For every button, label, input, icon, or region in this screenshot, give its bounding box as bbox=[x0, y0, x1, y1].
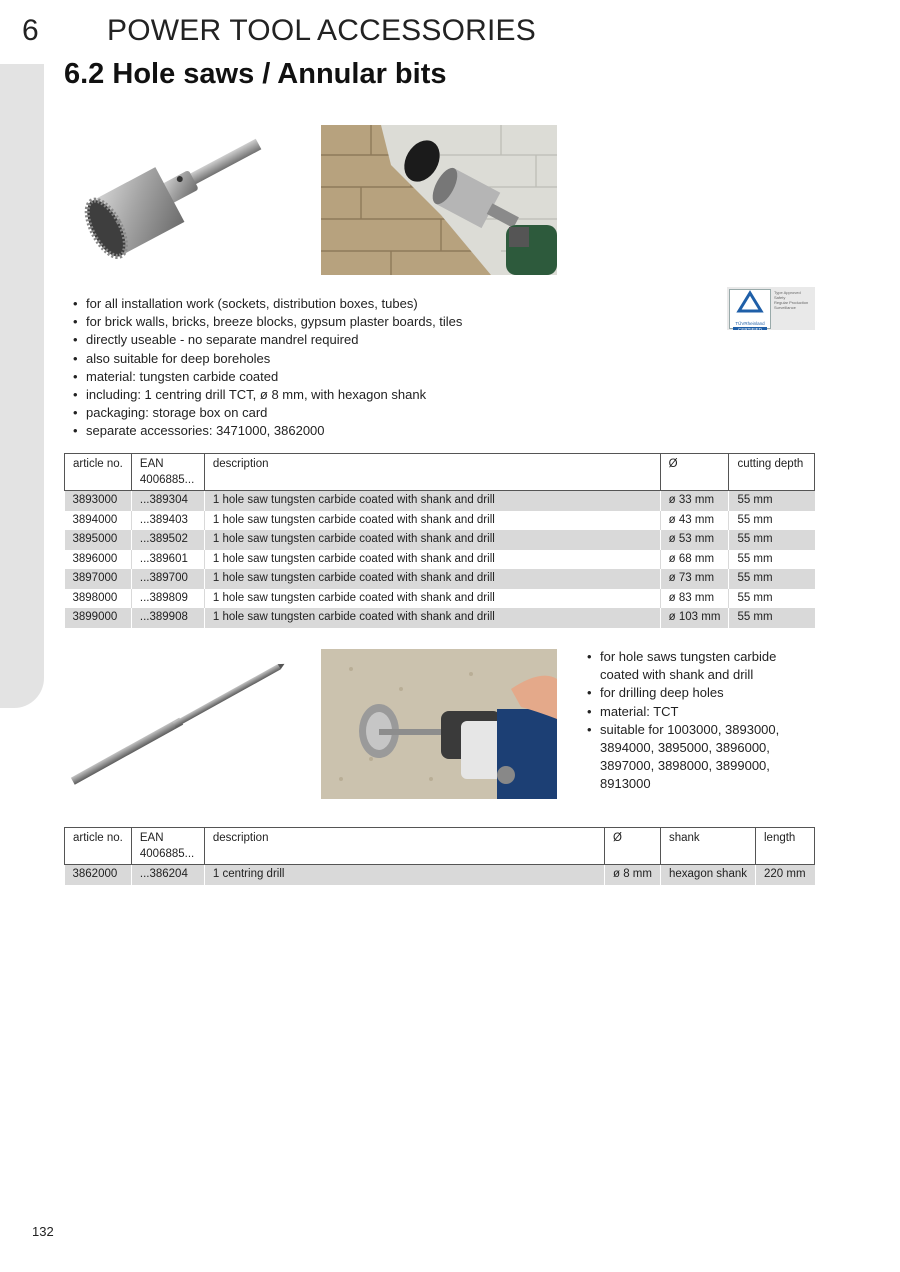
column-header: length bbox=[756, 828, 815, 865]
badge-text-line: Safety bbox=[774, 295, 786, 300]
column-header: EAN 4006885... bbox=[131, 454, 204, 491]
hole-saw-feature-list bbox=[72, 295, 712, 441]
centring-drill-feature-list bbox=[586, 648, 818, 794]
description-cell: 1 centring drill bbox=[204, 865, 604, 885]
table-row bbox=[65, 865, 815, 885]
length-cell: 220 mm bbox=[756, 865, 815, 885]
list-item: • for hole saws tungsten carbide coated with shank and drill bbox=[586, 648, 818, 684]
ean-cell: ...389502 bbox=[131, 530, 204, 550]
diameter-cell: ø 83 mm bbox=[660, 589, 729, 609]
chapter-number: 6 bbox=[22, 14, 39, 47]
list-item: • also suitable for deep boreholes bbox=[72, 350, 712, 368]
table-header-row bbox=[65, 454, 815, 491]
table-row bbox=[65, 491, 815, 511]
centring-drill-table bbox=[64, 827, 815, 885]
description-cell: 1 hole saw tungsten carbide coated with shank and drill bbox=[204, 511, 660, 531]
list-item: • for drilling deep holes bbox=[586, 684, 818, 702]
table-row bbox=[65, 589, 815, 609]
list-item: • material: TCT bbox=[586, 703, 818, 721]
diameter-cell: ø 8 mm bbox=[605, 865, 661, 885]
table-row bbox=[65, 608, 815, 628]
article-no-cell: 3893000 bbox=[65, 491, 132, 511]
tuv-certified-badge bbox=[727, 287, 815, 330]
article-no-cell: 3898000 bbox=[65, 589, 132, 609]
hole-saw-application-photo bbox=[321, 125, 557, 275]
description-cell: 1 hole saw tungsten carbide coated with shank and drill bbox=[204, 530, 660, 550]
list-item: • suitable for 1003000, 3893000, 3894000, 3895000, 3896000, 3897000, 3898000, 3899000, 8913000 bbox=[586, 721, 818, 794]
badge-label: CERTIFIED bbox=[733, 327, 767, 330]
article-no-cell: 3899000 bbox=[65, 608, 132, 628]
list-item: • directly useable - no separate mandrel required bbox=[72, 331, 712, 349]
hole-saw-table bbox=[64, 453, 815, 628]
cutting-depth-cell: 55 mm bbox=[729, 550, 815, 570]
description-cell: 1 hole saw tungsten carbide coated with shank and drill bbox=[204, 550, 660, 570]
column-header: Ø bbox=[605, 828, 661, 865]
badge-text-line: Regular Production bbox=[774, 300, 809, 305]
article-no-cell: 3895000 bbox=[65, 530, 132, 550]
chapter-tab-strip bbox=[0, 64, 44, 708]
cutting-depth-cell: 55 mm bbox=[729, 511, 815, 531]
article-no-cell: 3897000 bbox=[65, 569, 132, 589]
list-item: • separate accessories: 3471000, 3862000 bbox=[72, 422, 712, 440]
table-header-row bbox=[65, 828, 815, 865]
article-no-cell: 3862000 bbox=[65, 865, 132, 885]
cutting-depth-cell: 55 mm bbox=[729, 530, 815, 550]
column-header: article no. bbox=[65, 828, 132, 865]
ean-cell: ...389809 bbox=[131, 589, 204, 609]
article-no-cell: 3896000 bbox=[65, 550, 132, 570]
description-cell: 1 hole saw tungsten carbide coated with shank and drill bbox=[204, 608, 660, 628]
diameter-cell: ø 73 mm bbox=[660, 569, 729, 589]
cutting-depth-cell: 55 mm bbox=[729, 569, 815, 589]
chapter-title: POWER TOOL ACCESSORIES bbox=[107, 14, 536, 47]
badge-text-line: Surveillance bbox=[774, 305, 796, 310]
ean-cell: ...386204 bbox=[131, 865, 204, 885]
diameter-cell: ø 68 mm bbox=[660, 550, 729, 570]
description-cell: 1 hole saw tungsten carbide coated with shank and drill bbox=[204, 569, 660, 589]
cutting-depth-cell: 55 mm bbox=[729, 608, 815, 628]
table-row bbox=[65, 569, 815, 589]
badge-text-line: Type Approved bbox=[774, 290, 801, 295]
page-number: 132 bbox=[32, 1224, 54, 1239]
ean-cell: ...389403 bbox=[131, 511, 204, 531]
column-header: shank bbox=[660, 828, 755, 865]
ean-cell: ...389304 bbox=[131, 491, 204, 511]
table-row bbox=[65, 511, 815, 531]
diameter-cell: ø 53 mm bbox=[660, 530, 729, 550]
diameter-cell: ø 43 mm bbox=[660, 511, 729, 531]
ean-cell: ...389700 bbox=[131, 569, 204, 589]
article-no-cell: 3894000 bbox=[65, 511, 132, 531]
cutting-depth-cell: 55 mm bbox=[729, 491, 815, 511]
table-row bbox=[65, 530, 815, 550]
column-header: cutting depth bbox=[729, 454, 815, 491]
centring-drill-product-image bbox=[64, 650, 286, 798]
shank-cell: hexagon shank bbox=[660, 865, 755, 885]
tuv-logo-icon bbox=[730, 290, 770, 316]
badge-title: TÜVRheinland bbox=[735, 321, 765, 326]
column-header: article no. bbox=[65, 454, 132, 491]
description-cell: 1 hole saw tungsten carbide coated with shank and drill bbox=[204, 589, 660, 609]
column-header: description bbox=[204, 828, 604, 865]
column-header: description bbox=[204, 454, 660, 491]
column-header: Ø bbox=[660, 454, 729, 491]
hole-saw-product-image bbox=[64, 122, 286, 274]
description-cell: 1 hole saw tungsten carbide coated with shank and drill bbox=[204, 491, 660, 511]
table-row bbox=[65, 550, 815, 570]
list-item: • packaging: storage box on card bbox=[72, 404, 712, 422]
column-header: EAN 4006885... bbox=[131, 828, 204, 865]
diameter-cell: ø 33 mm bbox=[660, 491, 729, 511]
list-item: • for all installation work (sockets, distribution boxes, tubes) bbox=[72, 295, 712, 313]
list-item: • material: tungsten carbide coated bbox=[72, 368, 712, 386]
ean-cell: ...389601 bbox=[131, 550, 204, 570]
ean-cell: ...389908 bbox=[131, 608, 204, 628]
list-item: • including: 1 centring drill TCT, ø 8 mm, with hexagon shank bbox=[72, 386, 712, 404]
diameter-cell: ø 103 mm bbox=[660, 608, 729, 628]
centring-drill-application-photo bbox=[321, 649, 557, 799]
list-item: • for brick walls, bricks, breeze blocks, gypsum plaster boards, tiles bbox=[72, 313, 712, 331]
cutting-depth-cell: 55 mm bbox=[729, 589, 815, 609]
section-title: 6.2 Hole saws / Annular bits bbox=[64, 58, 447, 90]
